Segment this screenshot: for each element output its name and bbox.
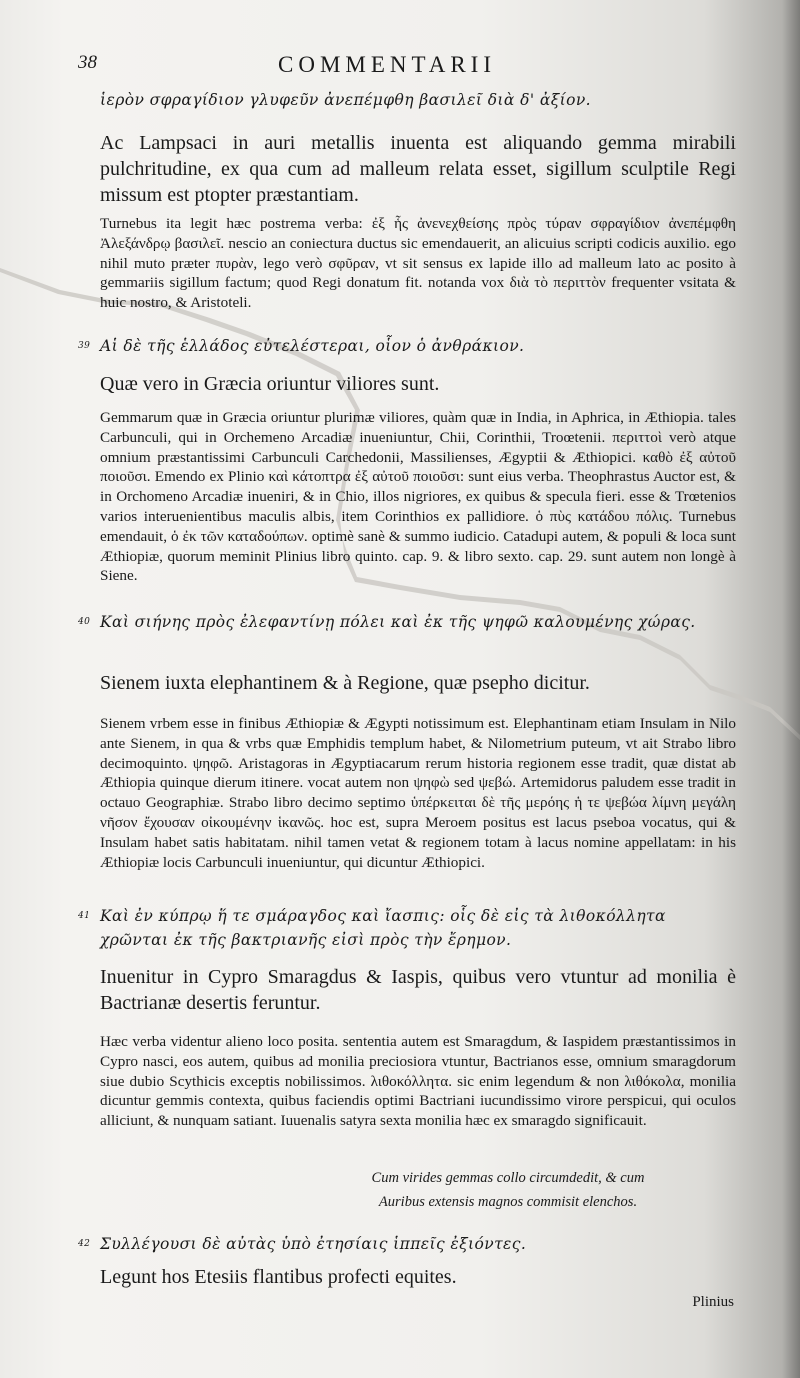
greek-verse-text: Συλλέγουσι δὲ αὐτὰς ὑπὸ ἐτησίαις ἱππεῖς ἐξιόντες. [100, 1235, 527, 1253]
commentary-paragraph: Turnebus ita legit hæc postrema verba: ἐξ ἧς ἀνενεχθείσης πρὸς τύραν σφραγίδιον ἀνεπέμφθη Ἀλεξάνδρῳ βασιλεῖ. nescio an coniectura ductus sic emendauerit, an alicuius scripti codicis auxilio. ego nihil muto præter πυρὰν, lego verò σφῦραν, vt sit sensus ex lapide illo ad malleum lato ac posito à gemmariis sigillum factum; quod Regi donatum fit. notanda vox διὰ τὸ περιττὸν frequenter vsitata & huic nostro, & Aristoteli. [100, 215, 736, 312]
commentary-paragraph: Hæc verba videntur alieno loco posita. sententia autem est Smaragdum, & Iaspidem præstantissimos in Cypro nasci, eos autem, quibus ad monilia preciosiora vtuntur, Bactrianos esse, omnium smaragdorum siue dubio Scythicis exceptis nobilissimos. λιθοκόλλητα. sic enim legendum & non λιθόκολα, monilia dicuntur gemmis contexta, quibus faciendis optimi Bactriani iucundissimo virore perspicui, qui oculos alliciunt, & nunquam satiant. Iuuenalis satyra sexta monilia hæc ex smaragdo significauit. [100, 1033, 736, 1130]
catchword: Plinius [692, 1294, 734, 1310]
greek-verse-42 [78, 1232, 736, 1256]
latin-translation: Quæ vero in Græcia oriuntur viliores sunt. [100, 373, 440, 395]
poem-line: Auribus extensis magnos commisit elenchos. [378, 1194, 638, 1210]
greek-verse-39 [78, 334, 736, 358]
latin-translation: Inuenitur in Cypro Smaragdus & Iaspis, quibus vero vtuntur ad monilia è Bactrianæ desertis feruntur. [100, 966, 736, 1014]
latin-translation: Legunt hos Etesiis flantibus profecti equites. [100, 1266, 457, 1288]
greek-verse-text: Αἱ δὲ τῆς ἑλλάδος εὐτελέστεραι, οἷον ὁ ἀνθράκιον. [100, 337, 525, 355]
greek-verse-text: Καὶ ἐν κύπρῳ ἥ τε σμάραγδος καὶ ἴασπις: οἷς δὲ εἰς τὰ λιθοκόλλητα χρῶνται ἐκ τῆς βακτριανῆς εἰσὶ πρὸς τὴν ἔρημον. [100, 907, 666, 949]
commentary-paragraph: Gemmarum quæ in Græcia oriuntur plurimæ viliores, quàm quæ in India, in Aphrica, in Æthiopia. tales Carbunculi, qui in Orchemeno Arcadiæ inueniuntur, Chii, Corinthii, Troœtenii. περιττοὶ verò atque omnium præstantissimi Carbunculi Carchedonii, Massilienses, Ægyptii & Æthiopici. καθὸ ἐξ αὐτοῦ ποιοῦσι. Emendo ex Plinio καὶ κάτοπτρα ἐξ αὐτοῦ ποιοῦσι: sunt eius verba. Theophrastus Auctor est, & in Orchomeno Arcadiæ inueniri, & in Chio, illos nigriores, ex quibus & specula fieri. esse & Trœtenios varios interuenientibus maculis albis, item Corinthios ex pallidiore. ⁠ὁ πὺς κατάδου πόλις. Turnebus emendauit, ὁ ἐκ τῶν καταδούπων. optimè sanè & summo iudicio. Catadupi autem, & populi & loca sunt Æthiopiæ, quorum meminit Plinius libro quinto. cap. 9. & libro sexto. cap. 29. sunt autem non longè à Siene. [100, 409, 736, 585]
commentary-paragraph: Sienem vrbem esse in finibus Æthiopiæ & Ægypti notissimum est. Elephantinam etiam Insulam in Nilo ante Sienem, in qua & vrbs quæ Emphidis templum habet, & Nilometrium puteum, vt ait Strabo libro decimoquinto. ψηφῶ. Aristagoras in Ægyptiacarum rerum historia regionem esse tradit, quæ distat ab Æthiopia quinque dierum itinere. vocat autem non ψηφὼ sed ψεβώ. Artemidorus paludem esse tradit in octauo Geographiæ. Strabo libro decimo septimo ὑπέρκειται δὲ τῆς μερόης ἡ τε ψεβώα λίμνη μεγάλη νῆσον ἔχουσαν οἰκουμένην ἱκανῶς. hoc est, supra Meroem positus est lacus pseboa vocatus, qui & Insulam habet satis habitatam. nihil tamen vetat & regionem totam à lacus nomine appellatam: in his Æthiopiæ locis Carbunculi inueniuntur, qui dicuntur Æthiopici. [100, 715, 736, 871]
juvenal-quotation [100, 1166, 800, 1214]
verse-number: 39 [78, 341, 91, 351]
page-header [78, 52, 738, 82]
greek-line: ἱερὸν σφραγίδιον γλυφεῦν ἀνεπέμφθη βασιλεῖ διὰ δ' ἀξίον. [100, 91, 591, 109]
verse-number: 41 [78, 911, 91, 921]
greek-verse-41 [78, 904, 736, 952]
page-number: 38 [78, 52, 97, 73]
latin-translation: Sienem iuxta elephantinem & à Regione, quæ psepho dicitur. [100, 672, 590, 694]
verse-number: 42 [78, 1239, 91, 1249]
poem-line: Cum virides gemmas collo circumdedit, & cum [371, 1170, 645, 1186]
verse-number: 40 [78, 617, 91, 627]
greek-verse-40 [78, 610, 736, 634]
greek-verse-text: Καὶ σιήνης πρὸς ἐλεφαντίνῃ πόλει καὶ ἐκ τῆς ψηφῶ καλουμένης χώρας. [100, 613, 696, 631]
running-title: COMMENTARII [278, 52, 496, 77]
latin-translation: Ac Lampsaci in auri metallis inuenta est aliquando gemma mirabili pulchritudine, ex qua cum ad malleum relata esset, sigillum sculptile Regi missum est ptopter præstantiam. [100, 132, 736, 206]
